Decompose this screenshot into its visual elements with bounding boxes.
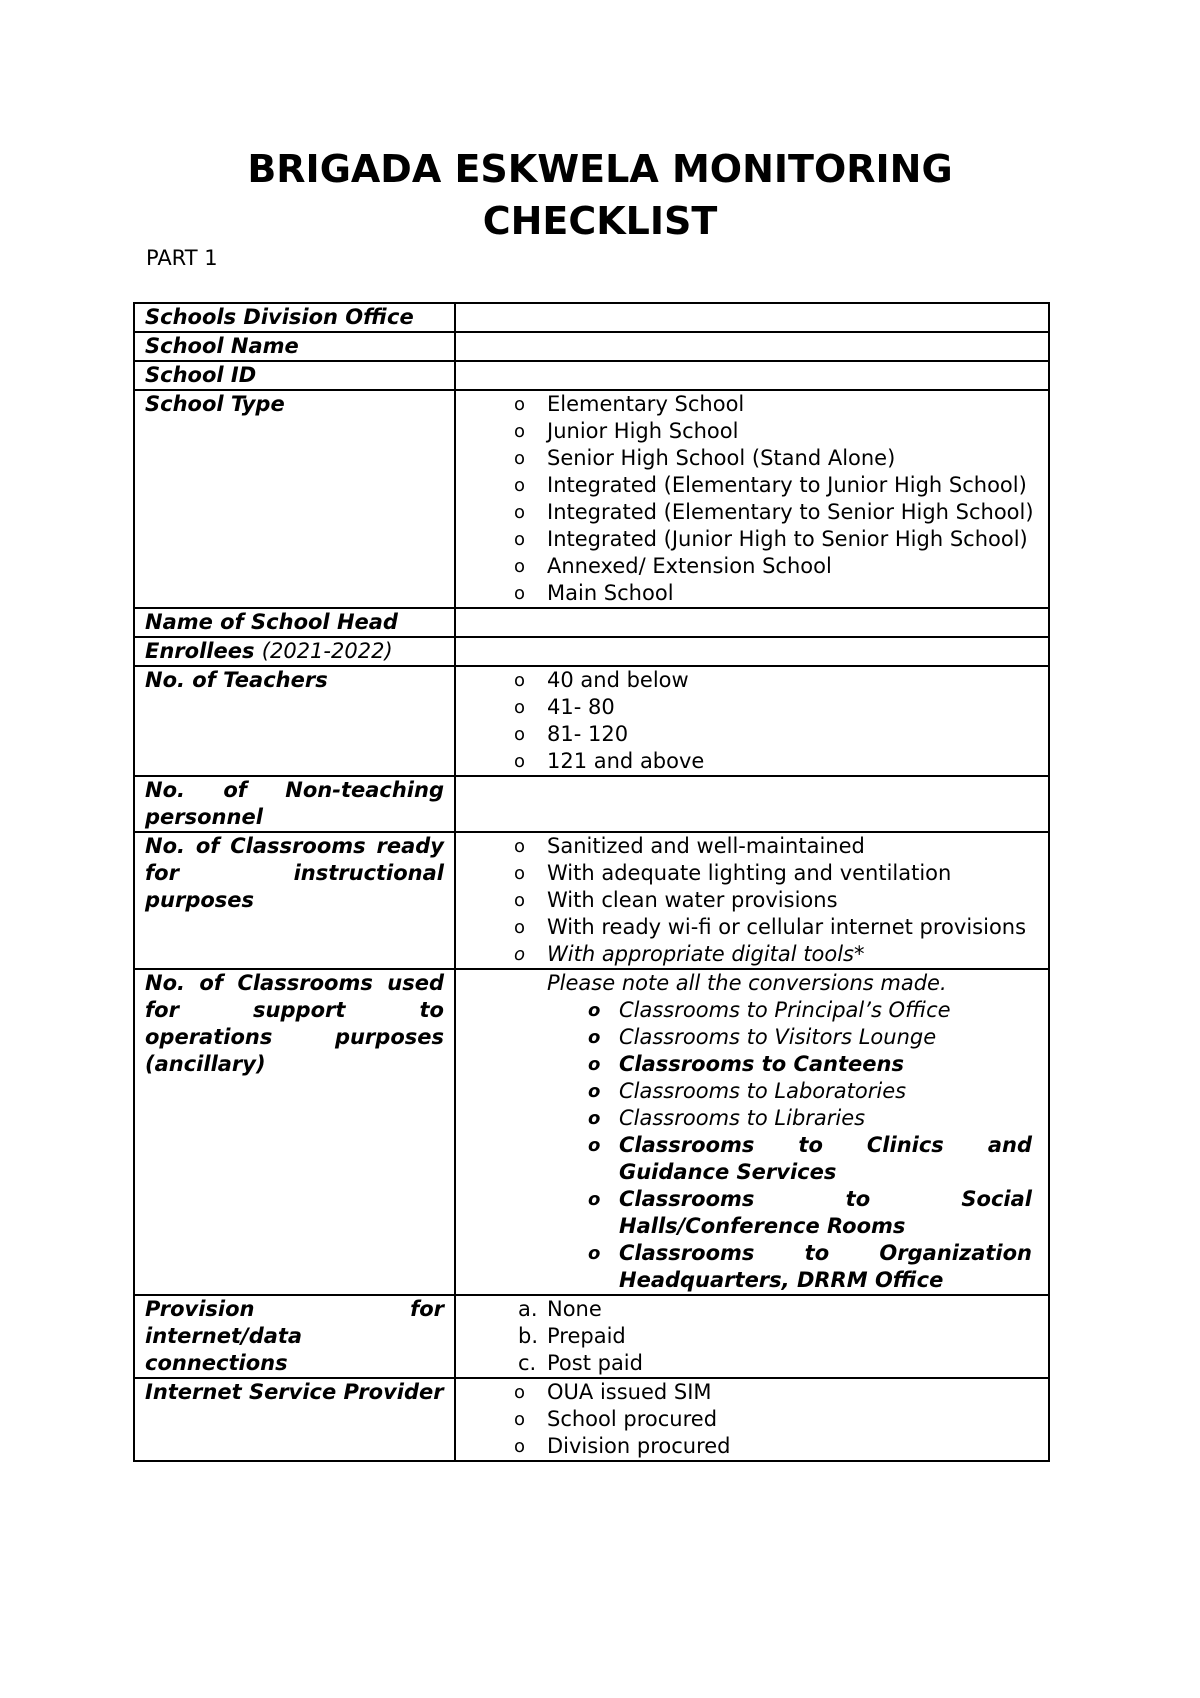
bullet-icon: o	[514, 863, 526, 884]
label-isp: Internet Service Provider	[134, 1378, 455, 1461]
option-item[interactable]: o Integrated (Junior High to Senior High School)	[514, 527, 1028, 551]
part-label: PART 1	[146, 246, 218, 270]
option-item[interactable]: o Senior High School (Stand Alone)	[514, 446, 896, 470]
bullet-icon: o	[514, 1409, 526, 1430]
bullet-icon: o	[514, 394, 526, 415]
label-division: Schools Division Office	[134, 303, 455, 332]
row-non-teaching	[134, 776, 1049, 832]
bullet-icon: o	[588, 1189, 601, 1210]
option-item[interactable]: o Classrooms to Social Halls/Conference Rooms	[588, 1187, 1032, 1238]
bullet-icon: o	[588, 1108, 601, 1129]
field-school-id[interactable]	[455, 361, 1049, 390]
option-item[interactable]: o Integrated (Elementary to Junior High School)	[514, 473, 1027, 497]
field-non-teaching[interactable]	[455, 776, 1049, 832]
row-enrollees	[134, 637, 1049, 666]
row-isp	[134, 1378, 1049, 1461]
options-internet	[455, 1295, 1049, 1378]
option-item[interactable]: o Sanitized and well-maintained	[514, 834, 865, 858]
option-item[interactable]: o With adequate lighting and ventilation	[514, 861, 952, 885]
option-item[interactable]: o Annexed/ Extension School	[514, 554, 832, 578]
options-school-type	[455, 390, 1049, 608]
conversion-note: Please note all the conversions made.	[547, 971, 947, 995]
option-item[interactable]: o Classrooms to Principal’s Office	[588, 998, 951, 1022]
bullet-icon: o	[588, 1027, 601, 1048]
bullet-icon: o	[514, 1436, 526, 1457]
row-school-type	[134, 390, 1049, 608]
label-teachers: No. of Teachers	[134, 666, 455, 776]
options-classrooms-ready	[455, 832, 1049, 969]
bullet-icon: o	[588, 1081, 601, 1102]
options-isp	[455, 1378, 1049, 1461]
enrollees-year: (2021-2022)	[261, 639, 393, 663]
option-item[interactable]: a. None	[518, 1297, 602, 1321]
label-school-type: School Type	[134, 390, 455, 608]
option-item[interactable]: o Classrooms to Laboratories	[588, 1079, 907, 1103]
option-item[interactable]: b. Prepaid	[518, 1324, 626, 1348]
row-school-id	[134, 361, 1049, 390]
option-item[interactable]: o Classrooms to Canteens	[588, 1052, 904, 1076]
option-item[interactable]: o 41- 80	[514, 695, 615, 719]
field-enrollees[interactable]	[455, 637, 1049, 666]
option-item[interactable]: o Classrooms to Libraries	[588, 1106, 866, 1130]
bullet-icon: o	[514, 751, 526, 772]
bullet-icon: o	[514, 583, 526, 604]
field-school-head[interactable]	[455, 608, 1049, 637]
row-internet	[134, 1295, 1049, 1378]
bullet-icon: o	[514, 890, 526, 911]
option-item[interactable]: o Junior High School	[514, 419, 739, 443]
bullet-icon: o	[514, 475, 526, 496]
option-item[interactable]: o With clean water provisions	[514, 888, 838, 912]
field-division[interactable]	[455, 303, 1049, 332]
option-item[interactable]: c. Post paid	[518, 1351, 643, 1375]
row-school-name	[134, 332, 1049, 361]
option-item[interactable]: o Division procured	[514, 1434, 731, 1458]
option-item[interactable]: o 121 and above	[514, 749, 705, 773]
label-school-id: School ID	[134, 361, 455, 390]
bullet-icon: o	[588, 1243, 601, 1264]
option-item[interactable]: o School procured	[514, 1407, 718, 1431]
title-line-1: BRIGADA ESKWELA MONITORING	[247, 147, 953, 191]
option-item[interactable]: o Classrooms to Organization Headquarters, DRRM Office	[588, 1241, 1032, 1292]
bullet-icon: o	[588, 1000, 601, 1021]
label-classrooms-support: No. of Classrooms used for support to operations purposes (ancillary)	[134, 969, 455, 1295]
option-item[interactable]: o 81- 120	[514, 722, 629, 746]
option-item[interactable]: o OUA issued SIM	[514, 1380, 712, 1404]
option-item[interactable]: o With ready wi-fi or cellular internet provisions	[514, 915, 1027, 939]
options-teachers	[455, 666, 1049, 776]
option-item[interactable]: o With appropriate digital tools*	[514, 942, 865, 966]
bullet-icon: o	[514, 670, 526, 691]
bullet-icon: o	[514, 1382, 526, 1403]
option-item[interactable]: o Integrated (Elementary to Senior High School)	[514, 500, 1034, 524]
row-classrooms-ready	[134, 832, 1049, 969]
label-classrooms-ready: No. of Classrooms ready for instructional purposes	[134, 832, 455, 969]
label-school-name: School Name	[134, 332, 455, 361]
page-title	[0, 143, 1200, 247]
row-division	[134, 303, 1049, 332]
row-classrooms-support	[134, 969, 1049, 1295]
option-item[interactable]: o Classrooms to Visitors Lounge	[588, 1025, 937, 1049]
bullet-icon: o	[588, 1135, 601, 1156]
options-classrooms-support	[455, 969, 1049, 1295]
row-school-head	[134, 608, 1049, 637]
label-non-teaching: No. of Non-teaching personnel	[134, 776, 455, 832]
list-marker: a.	[518, 1297, 538, 1321]
title-line-2: CHECKLIST	[482, 199, 718, 243]
bullet-icon: o	[514, 836, 526, 857]
option-item[interactable]: o Classrooms to Clinics and Guidance Services	[588, 1133, 1032, 1184]
bullet-icon: o	[514, 917, 526, 938]
bullet-icon: o	[514, 944, 526, 965]
bullet-icon: o	[514, 421, 526, 442]
bullet-icon: o	[514, 502, 526, 523]
bullet-icon: o	[514, 529, 526, 550]
bullet-icon: o	[588, 1054, 601, 1075]
label-school-head: Name of School Head	[134, 608, 455, 637]
option-item[interactable]: o Main School	[514, 581, 674, 605]
bullet-icon: o	[514, 556, 526, 577]
checklist-table	[133, 302, 1050, 1462]
label-internet: Provision for internet/data connections	[134, 1295, 455, 1378]
label-enrollees: Enrollees (2021-2022)	[134, 637, 455, 666]
bullet-icon: o	[514, 724, 526, 745]
field-school-name[interactable]	[455, 332, 1049, 361]
bullet-icon: o	[514, 697, 526, 718]
list-marker: b.	[518, 1324, 539, 1348]
row-teachers	[134, 666, 1049, 776]
option-item[interactable]: o 40 and below	[514, 668, 689, 692]
bullet-icon: o	[514, 448, 526, 469]
list-marker: c.	[518, 1351, 537, 1375]
option-item[interactable]: o Elementary School	[514, 392, 745, 416]
